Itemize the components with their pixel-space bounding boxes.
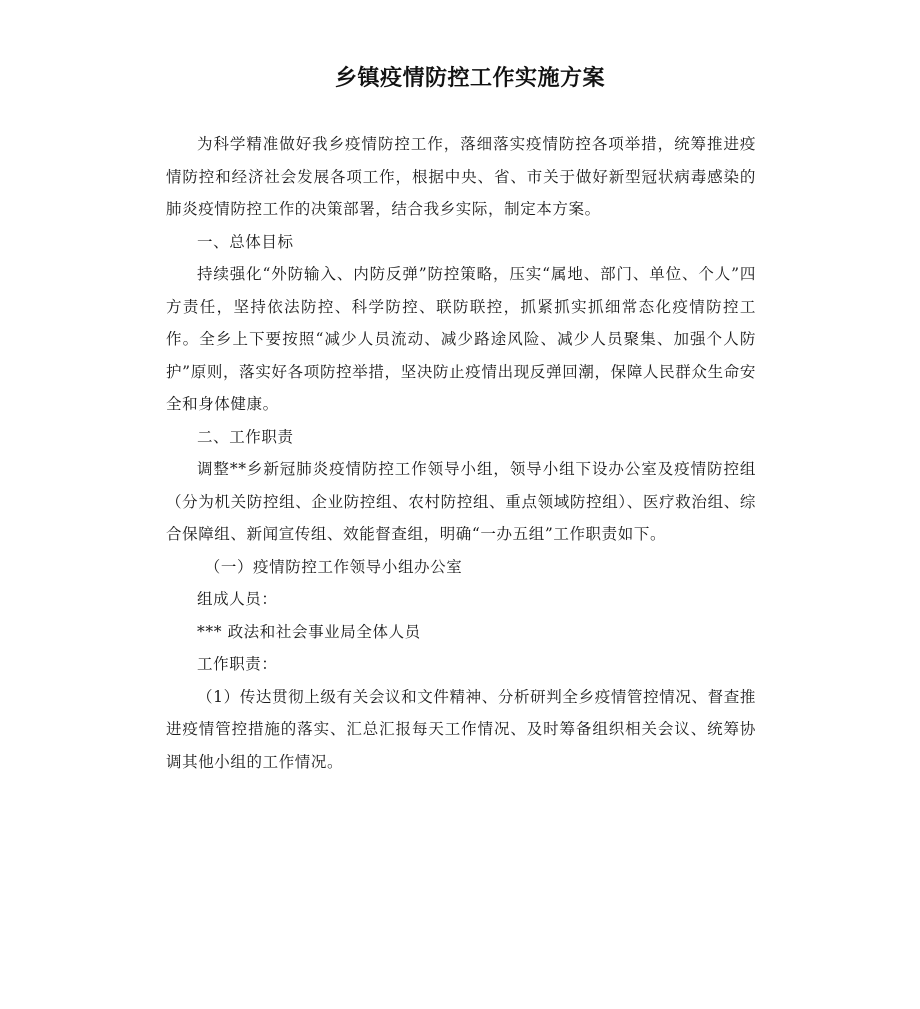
duties-paragraph: 调整**乡新冠肺炎疫情防控工作领导小组，领导小组下设办公室及疫情防控组（分为机关防控组、企业防控组、农村防控组、重点领域防控组）、医疗救治组、综合保障组、新闻宣传组、效能督查组，明确“一办五组”工作职责如下。 — [166, 460, 756, 543]
document-body — [166, 128, 756, 778]
responsibilities-label: 工作职责： — [197, 655, 278, 673]
document-title: 乡镇疫情防控工作实施方案 — [334, 66, 605, 91]
subsection-heading-office: （一）疫情防控工作领导小组办公室 — [204, 557, 463, 576]
members-label: 组成人员： — [197, 590, 278, 608]
section-heading-duties: 二、工作职责 — [197, 427, 294, 446]
responsibility-item-1: （1）传达贯彻上级有关会议和文件精神、分析研判全乡疫情管控情况、督查推进疫情管控措施的落实、汇总汇报每天工作情况、及时筹备组织相关会议、统筹协调其他小组的工作情况。 — [166, 687, 756, 771]
members-list: *** 政法和社会事业局全体人员 — [197, 622, 421, 641]
section-heading-goals: 一、总体目标 — [197, 232, 294, 251]
goals-paragraph: 持续强化“外防输入、内防反弹”防控策略，压实“属地、部门、单位、个人”四方责任，坚持依法防控、科学防控、联防联控，抓紧抓实抓细常态化疫情防控工作。全乡上下要按照“减少人员流动、减少路途风险、减少人员聚集、加强个人防护”原则，落实好各项防控举措，坚决防止疫情出现反弹回潮，保障人民群众生命安全和身体健康。 — [166, 265, 756, 413]
intro-paragraph: 为科学精准做好我乡疫情防控工作，落细落实疫情防控各项举措，统筹推进疫情防控和经济社会发展各项工作，根据中央、省、市关于做好新型冠状病毒感染的肺炎疫情防控工作的决策部署，结合我乡实际，制定本方案。 — [166, 135, 756, 218]
